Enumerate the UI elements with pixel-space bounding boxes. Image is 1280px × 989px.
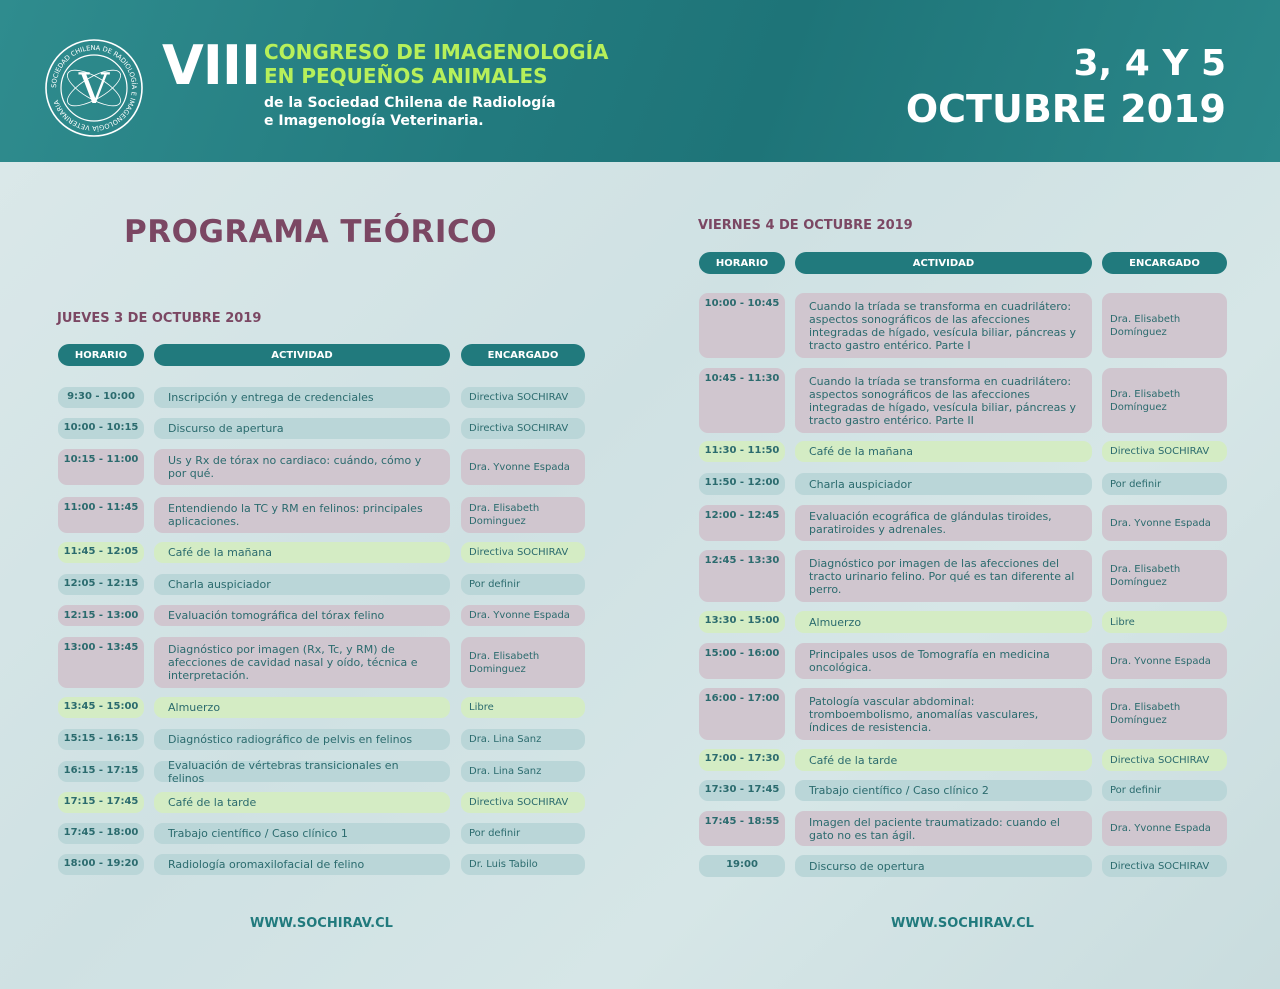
- schedule-time: 16:15 - 17:15: [58, 761, 144, 782]
- schedule-time: 12:00 - 12:45: [699, 505, 785, 541]
- schedule-time: 11:50 - 12:00: [699, 473, 785, 495]
- schedule-time: 17:15 - 17:45: [58, 792, 144, 813]
- congress-subtitle-line2: e Imagenología Veterinaria.: [264, 113, 484, 129]
- schedule-time: 11:00 - 11:45: [58, 497, 144, 533]
- event-days: 3, 4 Y 5: [1073, 43, 1226, 84]
- schedule-activity: Café de la mañana: [795, 441, 1092, 462]
- schedule-activity: Café de la mañana: [154, 542, 450, 563]
- day2-header-encargado: ENCARGADO: [1102, 252, 1227, 274]
- schedule-in-charge: Directiva SOCHIRAV: [1102, 749, 1227, 771]
- schedule-time: 17:45 - 18:00: [58, 823, 144, 844]
- schedule-activity: Café de la tarde: [154, 792, 450, 813]
- schedule-in-charge: Directiva SOCHIRAV: [461, 387, 585, 408]
- schedule-in-charge: Dra. Elisabeth Domínguez: [1102, 688, 1227, 740]
- schedule-time: 13:30 - 15:00: [699, 611, 785, 633]
- schedule-activity: Discurso de opertura: [795, 855, 1092, 877]
- schedule-activity: Almuerzo: [795, 611, 1092, 633]
- schedule-activity: Café de la tarde: [795, 749, 1092, 771]
- day2-title: VIERNES 4 DE OCTUBRE 2019: [698, 218, 913, 233]
- schedule-activity: Diagnóstico por imagen (Rx, Tc, y RM) de afecciones de cavidad nasal y oído, técnica e interpretación.: [154, 637, 450, 688]
- schedule-activity: Cuando la tríada se transforma en cuadrilátero: aspectos sonográficos de las afecciones integradas de hígado, vesícula biliar, páncreas y tracto gastro entérico. Parte I: [795, 293, 1092, 358]
- schedule-in-charge: Dra. Yvonne Espada: [461, 605, 585, 626]
- schedule-time: 19:00: [699, 855, 785, 877]
- schedule-in-charge: Por definir: [1102, 780, 1227, 801]
- schedule-time: 9:30 - 10:00: [58, 387, 144, 408]
- schedule-time: 11:45 - 12:05: [58, 542, 144, 563]
- event-month-year: OCTUBRE 2019: [905, 87, 1226, 131]
- schedule-activity: Radiología oromaxilofacial de felino: [154, 854, 450, 875]
- schedule-in-charge: Dra. Yvonne Espada: [1102, 505, 1227, 541]
- schedule-in-charge: Libre: [461, 697, 585, 718]
- schedule-in-charge: Libre: [1102, 611, 1227, 633]
- edition-number: VIII: [162, 34, 261, 97]
- schedule-time: 12:45 - 13:30: [699, 550, 785, 602]
- website-link-left[interactable]: WWW.SOCHIRAV.CL: [250, 916, 393, 931]
- schedule-activity: Trabajo científico / Caso clínico 2: [795, 780, 1092, 801]
- schedule-in-charge: Dra. Elisabeth Dominguez: [461, 497, 585, 533]
- seal-letter: V: [78, 64, 110, 113]
- schedule-activity: Diagnóstico radiográfico de pelvis en felinos: [154, 729, 450, 750]
- schedule-activity: Cuando la tríada se transforma en cuadrilátero: aspectos sonográficos de las afecciones integradas de hígado, vesícula biliar, páncreas y tracto gastro entérico. Parte II: [795, 368, 1092, 433]
- day2-header-actividad: ACTIVIDAD: [795, 252, 1092, 274]
- day1-header-actividad: ACTIVIDAD: [154, 344, 450, 366]
- day1-header-horario: HORARIO: [58, 344, 144, 366]
- schedule-activity: Charla auspiciador: [154, 574, 450, 595]
- schedule-in-charge: Dra. Elisabeth Domínguez: [1102, 293, 1227, 358]
- schedule-in-charge: Dra. Elisabeth Domínguez: [1102, 368, 1227, 433]
- schedule-activity: Diagnóstico por imagen de las afecciones del tracto urinario felino. Por qué es tan diferente al perro.: [795, 550, 1092, 602]
- schedule-in-charge: Dra. Elisabeth Domínguez: [1102, 550, 1227, 602]
- schedule-activity: Us y Rx de tórax no cardiaco: cuándo, cómo y por qué.: [154, 449, 450, 485]
- header-banner: [0, 0, 1280, 162]
- schedule-in-charge: Por definir: [1102, 473, 1227, 495]
- schedule-in-charge: Directiva SOCHIRAV: [1102, 855, 1227, 877]
- schedule-activity: Patología vascular abdominal: tromboembolismo, anomalías vasculares, índices de resistencia.: [795, 688, 1092, 740]
- schedule-time: 10:15 - 11:00: [58, 449, 144, 485]
- program-title: PROGRAMA TEÓRICO: [124, 214, 498, 250]
- schedule-activity: Evaluación ecográfica de glándulas tiroides, paratiroides y adrenales.: [795, 505, 1092, 541]
- schedule-activity: Trabajo científico / Caso clínico 1: [154, 823, 450, 844]
- day2-header-horario: HORARIO: [699, 252, 785, 274]
- schedule-time: 11:30 - 11:50: [699, 441, 785, 462]
- schedule-time: 17:45 - 18:55: [699, 811, 785, 846]
- schedule-time: 10:00 - 10:45: [699, 293, 785, 358]
- seal-logo: [44, 38, 144, 138]
- schedule-time: 16:00 - 17:00: [699, 688, 785, 740]
- schedule-activity: Evaluación de vértebras transicionales en felinos: [154, 761, 450, 782]
- schedule-in-charge: Dra. Lina Sanz: [461, 729, 585, 750]
- congress-title-line1: CONGRESO DE IMAGENOLOGÍA: [264, 40, 609, 64]
- day1-header-encargado: ENCARGADO: [461, 344, 585, 366]
- schedule-time: 13:45 - 15:00: [58, 697, 144, 718]
- schedule-in-charge: Dr. Luis Tabilo: [461, 854, 585, 875]
- schedule-in-charge: Directiva SOCHIRAV: [461, 542, 585, 563]
- schedule-in-charge: Por definir: [461, 574, 585, 595]
- seal-ring-text: SOCIEDAD CHILENA DE RADIOLOGÍA E IMAGENOLOGÍA VETERINARIA: [49, 43, 139, 133]
- schedule-in-charge: Directiva SOCHIRAV: [461, 418, 585, 439]
- schedule-activity: Almuerzo: [154, 697, 450, 718]
- schedule-time: 15:00 - 16:00: [699, 643, 785, 679]
- schedule-time: 15:15 - 16:15: [58, 729, 144, 750]
- schedule-activity: Charla auspiciador: [795, 473, 1092, 495]
- congress-subtitle-line1: de la Sociedad Chilena de Radiología: [264, 95, 556, 111]
- schedule-in-charge: Por definir: [461, 823, 585, 844]
- schedule-activity: Discurso de apertura: [154, 418, 450, 439]
- schedule-time: 17:30 - 17:45: [699, 780, 785, 801]
- schedule-in-charge: Dra. Elisabeth Dominguez: [461, 637, 585, 688]
- schedule-time: 17:00 - 17:30: [699, 749, 785, 771]
- schedule-in-charge: Dra. Yvonne Espada: [461, 449, 585, 485]
- schedule-in-charge: Directiva SOCHIRAV: [461, 792, 585, 813]
- schedule-in-charge: Dra. Yvonne Espada: [1102, 643, 1227, 679]
- day1-title: JUEVES 3 DE OCTUBRE 2019: [57, 311, 262, 326]
- schedule-time: 18:00 - 19:20: [58, 854, 144, 875]
- schedule-activity: Principales usos de Tomografía en medicina oncológica.: [795, 643, 1092, 679]
- schedule-in-charge: Dra. Yvonne Espada: [1102, 811, 1227, 846]
- schedule-activity: Imagen del paciente traumatizado: cuando el gato no es tan ágil.: [795, 811, 1092, 846]
- schedule-in-charge: Directiva SOCHIRAV: [1102, 441, 1227, 462]
- website-link-right[interactable]: WWW.SOCHIRAV.CL: [891, 916, 1034, 931]
- schedule-time: 10:45 - 11:30: [699, 368, 785, 433]
- schedule-time: 12:15 - 13:00: [58, 605, 144, 626]
- schedule-time: 13:00 - 13:45: [58, 637, 144, 688]
- schedule-time: 10:00 - 10:15: [58, 418, 144, 439]
- congress-title-line2: EN PEQUEÑOS ANIMALES: [264, 64, 548, 88]
- schedule-activity: Inscripción y entrega de credenciales: [154, 387, 450, 408]
- schedule-activity: Entendiendo la TC y RM en felinos: principales aplicaciones.: [154, 497, 450, 533]
- schedule-activity: Evaluación tomográfica del tórax felino: [154, 605, 450, 626]
- schedule-time: 12:05 - 12:15: [58, 574, 144, 595]
- schedule-in-charge: Dra. Lina Sanz: [461, 761, 585, 782]
